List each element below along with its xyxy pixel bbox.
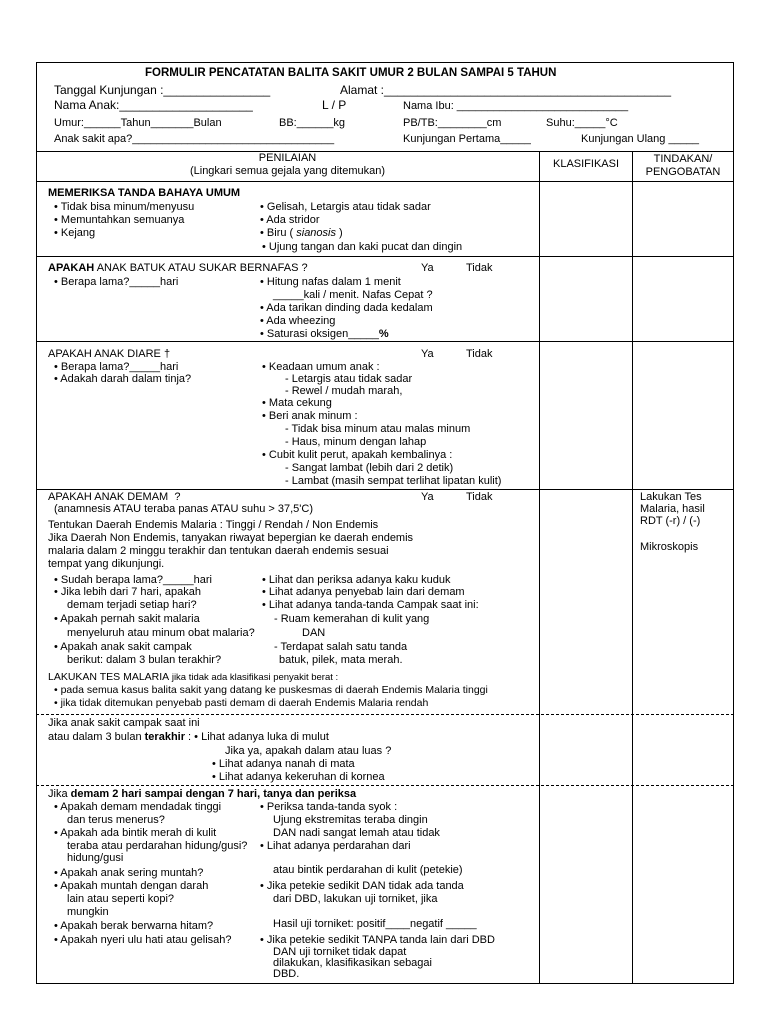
diare-l1: • Berapa lama?_____hari [54,361,179,373]
kunjungan-pertama-field: Kunjungan Pertama_____ [403,133,531,145]
demam-r7: batuk, pilek, mata merah. [279,654,403,666]
dbd-l4: teraba atau perdarahan hidung/gusi? [67,840,248,852]
dbd-r8: Hasil uji torniket: positif____negatif _____ [273,918,477,930]
row-divider-bahaya [36,256,734,257]
kunjungan-ulang-field: Kunjungan Ulang _____ [581,133,700,145]
dbd-l8: lain atau seperti kopi? [67,893,175,905]
demam-r4: - Ruam kemerahan di kulit yang [274,613,430,625]
frame-bottom [36,983,734,984]
dbd-r9: • Jika petekie sedikit TANPA tanda lain dari DBD [260,934,495,946]
batuk-r2: _____kali / menit. Nafas Cepat ? [273,289,433,301]
batuk-l1: • Berapa lama?_____hari [54,276,179,288]
batuk-r3: • Ada tarikan dinding dada kedalam [260,302,433,314]
dbd-r2: Ujung ekstremitas teraba dingin [273,814,428,826]
batuk-title: APAKAH ANAK BATUK ATAU SUKAR BERNAFAS ? [48,262,308,274]
diare-r4: • Mata cekung [262,397,332,409]
gender-field: L / P [322,98,347,112]
demam-p2: malaria dalam 2 minggu terakhir dan tentukan daerah endemis sesuai [48,545,389,557]
demam-l5: menyeluruh atau minum obat malaria? [67,627,255,639]
dbd-l3: • Apakah ada bintik merah di kulit [54,827,217,839]
col-tindakan-1: TINDAKAN/ [653,153,713,165]
lab-l1: • pada semua kasus balita sakit yang datang ke puskesmas di daerah Endemis Malaria tinggi [54,684,488,696]
demam-endemis: Tentukan Daerah Endemis Malaria : Tinggi / Rendah / Non Endemis [48,519,379,531]
demam-r5: DAN [302,627,326,639]
tanggal-field: Tanggal Kunjungan :________________ [54,83,271,97]
diare-r1: • Keadaan umum anak : [262,361,380,373]
demam-p1: Jika Daerah Non Endemis, tanyakan riwayat bepergian ke daerah endemis [48,532,414,544]
diare-r6: - Tidak bisa minum atau malas minum [285,423,471,435]
dbd-l1: • Apakah demam mendadak tinggi [54,801,222,813]
dbd-r11: dilakukan, klasifikasikan sebagai [273,957,432,969]
col-penilaian: PENILAIAN [258,152,317,164]
batuk-r4: • Ada wheezing [260,315,336,327]
bahaya-l2: • Memuntahkan semuanya [54,214,185,226]
dbd-l11: • Apakah nyeri ulu hati atau gelisah? [54,934,232,946]
diare-r9: - Sangat lambat (lebih dari 2 detik) [285,462,454,474]
diare-r2: - Letargis atau tidak sadar [285,373,413,385]
demam-r6: - Terdapat salah satu tanda [274,641,408,653]
dbd-r12: DBD. [273,968,300,980]
col-penilaian-sub: (Lingkari semua gejala yang ditemukan) [189,165,386,177]
dbd-l10: • Apakah berak berwarna hitam? [54,920,214,932]
dash-divider-campak [36,785,734,786]
bahaya-title: MEMERIKSA TANDA BAHAYA UMUM [48,187,241,199]
campak-l4: • Lihat adanya nanah di mata [212,758,355,770]
demam-l1: • Sudah berapa lama?_____hari [54,574,212,586]
umur-field: Umur:______Tahun_______Bulan [54,117,222,129]
demam-p3: tempat yang dikunjungi. [48,558,165,570]
frame-left [36,62,37,984]
row-divider-diare [36,489,734,490]
demam-sub: (anamnesis ATAU teraba panas ATAU suhu > 37,5'C) [54,503,313,515]
anak-sakit-field: Anak sakit apa?_________________________________ [54,133,335,145]
campak-l5: • Lihat adanya kekeruhan di kornea [212,771,385,783]
campak-l3: Jika ya, apakah dalam atau luas ? [225,745,392,757]
diare-r8: • Cubit kulit perut, apakah kembalinya : [262,449,453,461]
col-divider-1 [539,151,540,984]
nama-anak-field: Nama Anak:____________________ [54,98,253,112]
tindakan-l4: Mikroskopis [640,541,699,553]
diare-r10: - Lambat (masih sempat terlihat lipatan kulit) [285,475,502,487]
bahaya-l1: • Tidak bisa minum/menyusu [54,201,195,213]
frame-right [733,62,734,984]
bahaya-r3: • Biru ( sianosis ) [260,227,343,239]
dbd-l6: • Apakah anak sering muntah? [54,867,204,879]
form-title: FORMULIR PENCATATAN BALITA SAKIT UMUR 2 BULAN SAMPAI 5 TAHUN [145,67,557,79]
dbd-l7: • Apakah muntah dengan darah [54,880,209,892]
demam-l6: • Apakah anak sakit campak [54,641,192,653]
dbd-r10: DAN uji torniket tidak dapat [273,946,407,958]
campak-l2: atau dalam 3 bulan terakhir : • Lihat adanya luka di mulut [48,731,329,743]
tindakan-l1: Lakukan Tes [640,491,702,503]
bahaya-l3: • Kejang [54,227,96,239]
demam-r1: • Lihat dan periksa adanya kaku kuduk [262,574,451,586]
demam-l2: • Jika lebih dari 7 hari, apakah [54,586,201,598]
diare-l2: • Adakah darah dalam tinja? [54,373,192,385]
dbd-l2: dan terus menerus? [67,814,165,826]
dbd-r3: DAN nadi sangat lemah atau tidak [273,827,440,839]
pbtb-field: PB/TB:________cm [403,117,502,129]
dbd-r4: • Lihat adanya perdarahan dari [260,840,411,852]
tindakan-l3: RDT (-r) / (-) [640,515,701,527]
bahaya-r2: • Ada stridor [260,214,320,226]
diare-tidak: Tidak [466,348,493,360]
batuk-r1: • Hitung nafas dalam 1 menit [260,276,401,288]
suhu-field: Suhu:_____°C [546,117,618,129]
dash-divider-demam [36,714,734,715]
row-divider-batuk [36,341,734,342]
demam-tidak: Tidak [466,491,493,503]
demam-r3: • Lihat adanya tanda-tanda Campak saat ini: [262,599,479,611]
demam-l3: demam terjadi setiap hari? [67,599,197,611]
campak-l1: Jika anak sakit campak saat ini [48,717,200,729]
dbd-l9: mungkin [67,906,109,918]
batuk-r5: • Saturasi oksigen_____% [260,328,389,340]
row-divider-colhead [36,181,734,182]
demam-r2: • Lihat adanya penyebab lain dari demam [262,586,465,598]
dbd-r6: • Jika petekie sedikit DAN tidak ada tanda [260,880,464,892]
diare-title: APAKAH ANAK DIARE † [48,348,171,360]
diare-r5: • Beri anak minum : [262,410,358,422]
lab-l2: • jika tidak ditemukan penyebab pasti demam di daerah Endemis Malaria rendah [54,697,429,709]
frame-top [36,62,734,63]
demam-ya: Ya [421,491,434,503]
diare-r7: - Haus, minum dengan lahap [285,436,427,448]
dbd-title: Jika demam 2 hari sampai dengan 7 hari, tanya dan periksa [48,788,357,800]
col-divider-2 [632,151,633,984]
demam-l7: berikut: dalam 3 bulan terakhir? [67,654,222,666]
demam-l4: • Apakah pernah sakit malaria [54,613,200,625]
batuk-ya: Ya [421,262,434,274]
bb-field: BB:______kg [279,117,346,129]
dbd-r1: • Periksa tanda-tanda syok : [260,801,398,813]
nama-ibu-field: Nama Ibu: ____________________________ [403,100,629,112]
lab-title: LAKUKAN TES MALARIA jika tidak ada klasifikasi penyakit berat : [48,671,339,683]
dbd-r5: atau bintik perdarahan di kulit (petekie) [273,864,463,876]
col-klasifikasi: KLASIFIKASI [552,158,620,170]
bahaya-r4: • Ujung tangan dan kaki pucat dan dingin [262,241,463,253]
demam-title: APAKAH ANAK DEMAM ? [48,491,181,503]
diare-ya: Ya [421,348,434,360]
dbd-l5: hidung/gusi [67,852,124,864]
batuk-tidak: Tidak [466,262,493,274]
dbd-r7: dari DBD, lakukan uji torniket, jika [273,893,438,905]
bahaya-r1: • Gelisah, Letargis atau tidak sadar [260,201,431,213]
col-tindakan-2: PENGOBATAN [645,166,721,178]
tindakan-l2: Malaria, hasil [640,503,705,515]
diare-r3: - Rewel / mudah marah, [285,385,403,397]
alamat-field: Alamat :___________________________________________ [340,83,671,97]
